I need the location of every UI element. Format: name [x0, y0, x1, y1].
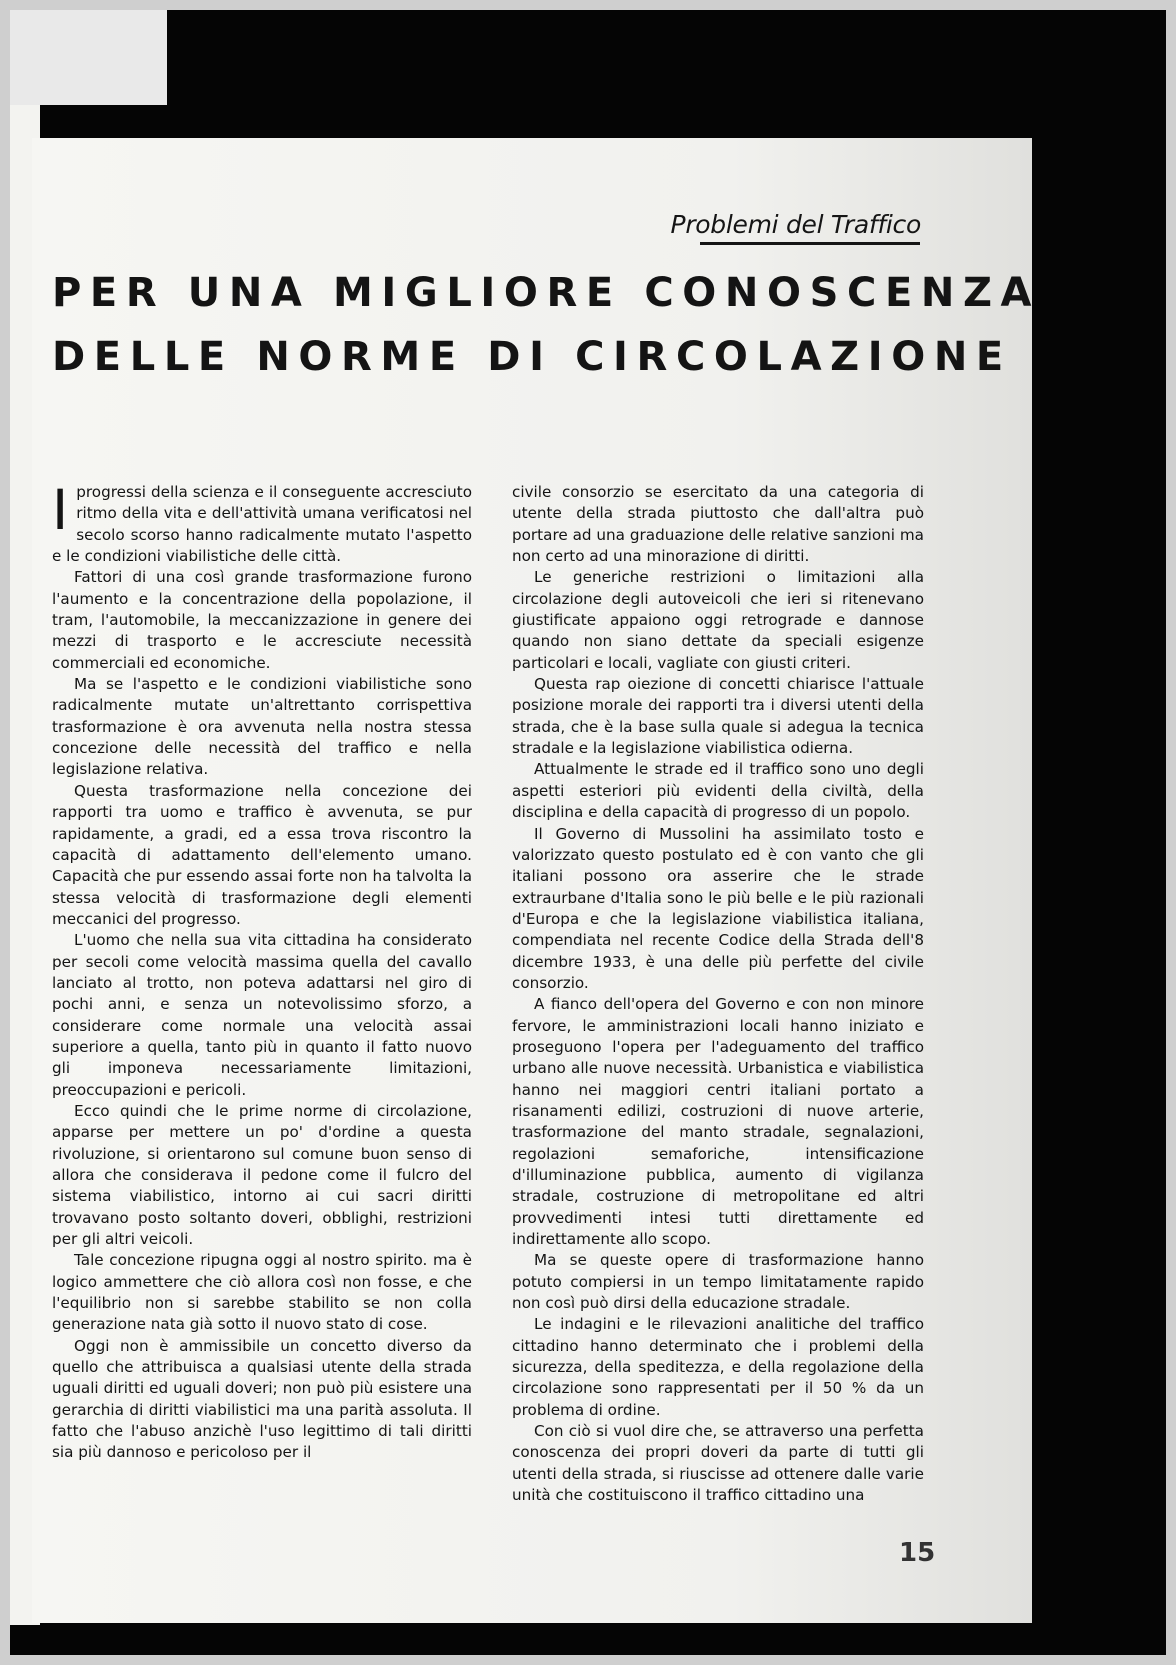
page-number: 15	[899, 1538, 936, 1568]
continued-paragraph: civile consorzio se esercitato da una categoria di utente della strada piuttosto che dall'altra può portare ad una graduazione delle relative sanzioni ma non certo ad una minorazione di diritti.	[512, 483, 924, 566]
paragraph: Ecco quindi che le prime norme di circolazione, apparse per mettere un po' d'ordine a questa rivoluzione, si orientarono sul comune buon senso di allora che considerava il pedone come il fulcro del sistema viabilistico, intorno ai cui sacri diritti trovavano posto soltanto doveri, obblighi, restrizioni per gli altri veicoli.	[52, 1101, 472, 1249]
paragraph: Questa trasformazione nella concezione dei rapporti tra uomo e traffico è avvenuta, se pur rapidamente, a gradi, ed a essa trova riscontro la capacità di adattamento dell'elemento umano. Capacità che pur essendo assai forte non ha talvolta la stessa velocità di trasformazione degli elementi meccanici del progresso.	[52, 781, 472, 928]
paragraph: Tale concezione ripugna oggi al nostro spirito. ma è logico ammettere che ciò allora così non fosse, e che l'equilibrio non si sarebbe stabilito se non colla generazione nata già sotto il nuovo stato di cose.	[52, 1251, 472, 1334]
paragraph: Il Governo di Mussolini ha assimilato tosto e valorizzato questo postulato ed è con vanto che gli italiani possono ora asserire che le strade extraurbane d'Italia sono le più belle e le più razionali d'Europa e che la legislazione viabilistica italiana, compendiata nel recente Codice della Strada dell'8 dicembre 1933, è una delle più perfette del civile consorzio.	[512, 824, 924, 992]
drop-cap: I	[52, 478, 69, 542]
paragraph: Questa rap oiezione di concetti chiarisce l'attuale posizione morale dei rapporti tra i diversi utenti della strada, che è la base sulla quale si adegua la tecnica stradale e la legislazione viabilistica odierna.	[512, 675, 924, 758]
paragraph: Oggi non è ammissibile un concetto diverso da quello che attribuisca a qualsiasi utente della strada uguali diritti ed uguali doveri; non può più esistere una gerarchia di diritti viabilistici ma una parità assoluta. Il fatto che l'abuso anzichè l'uso legittimo di tali diritti sia più dannoso e pericoloso per il	[52, 1336, 472, 1462]
header-rule	[700, 242, 920, 245]
opening-paragraph	[52, 478, 472, 567]
scan-corner	[10, 10, 167, 105]
article-title-line-1: PER UNA MIGLIORE CONOSCENZA	[52, 270, 1041, 316]
paragraph: A fianco dell'opera del Governo e con non minore fervore, le amministrazioni locali hanno iniziato e proseguono l'opera per l'adeguamento del traffico urbano alle nuove necessità. Urbanistica e viabilistica hanno nei maggiori centri italiani portato a risanamenti edilizi, costruzioni di nuove arterie, trasformazione del manto stradale, segnalazioni, regolazioni semaforiche, intensificazione d'illuminazione pubblica, aumento di vigilanza stradale, costruzione di metropolitane ed altri provvedimenti intesi tutti direttamente ed indirettamente allo scopo.	[512, 995, 924, 1249]
paragraph: Ma se queste opere di trasformazione hanno potuto compiersi in un tempo limitatamente rapido non così può dirsi della educazione stradale.	[512, 1251, 924, 1313]
left-column	[52, 478, 472, 1464]
paragraph: Ma se l'aspetto e le condizioni viabilistiche sono radicalmente mutate un'altrettanto corrispettiva trasformazione è ora avvenuta nella nostra stessa concezione delle necessità del traffico e nella legislazione relativa.	[52, 675, 472, 779]
right-column	[512, 482, 924, 1507]
paragraph: Le indagini e le rilevazioni analitiche del traffico cittadino hanno determinato che i problemi della sicurezza, della speditezza, e della regolazione della circolazione sono rappresentati per il 50 % da un problema di ordine.	[512, 1315, 924, 1419]
section-header: Problemi del Traffico	[670, 210, 921, 239]
article-title-line-2: DELLE NORME DI CIRCOLAZIONE	[52, 334, 1012, 380]
opening-text: progressi della scienza e il conseguente accresciuto ritmo della vita e dell'attività umana verificatosi nel secolo scorso hanno radicalmente mutato l'aspetto e le condizioni viabilistiche delle città.	[52, 483, 472, 566]
paragraph: L'uomo che nella sua vita cittadina ha considerato per secoli come velocità massima quella del cavallo lanciato al trotto, non poteva adattarsi nel giro di pochi anni, e senza un notevolissimo sforzo, a considerare come normale una velocità assai superiore a quella, tanto più in quanto il fatto nuovo gli imponeva necessariamente limitazioni, preoccupazioni e pericoli.	[52, 931, 472, 1099]
paragraph: Fattori di una così grande trasformazione furono l'aumento e la concentrazione della popolazione, il tram, l'automobile, la meccanizzazione in genere dei mezzi di trasporto e le accresciute necessità commerciali ed economiche.	[52, 568, 472, 672]
paragraph: Attualmente le strade ed il traffico sono uno degli aspetti esteriori più evidenti della civiltà, della disciplina e della capacità di progresso di un popolo.	[512, 760, 924, 822]
paragraph: Le generiche restrizioni o limitazioni alla circolazione degli autoveicoli che ieri si ritenevano giustificate appaiono oggi retrograde e dannose quando non siano dettate da speciali esigenze particolari e locali, vagliate con giusti criteri.	[512, 568, 924, 672]
paragraph: Con ciò si vuol dire che, se attraverso una perfetta conoscenza dei propri doveri da parte di tutti gli utenti della strada, si riuscisse ad ottenere dalle varie unità che costituiscono il traffico cittadino una	[512, 1422, 924, 1505]
